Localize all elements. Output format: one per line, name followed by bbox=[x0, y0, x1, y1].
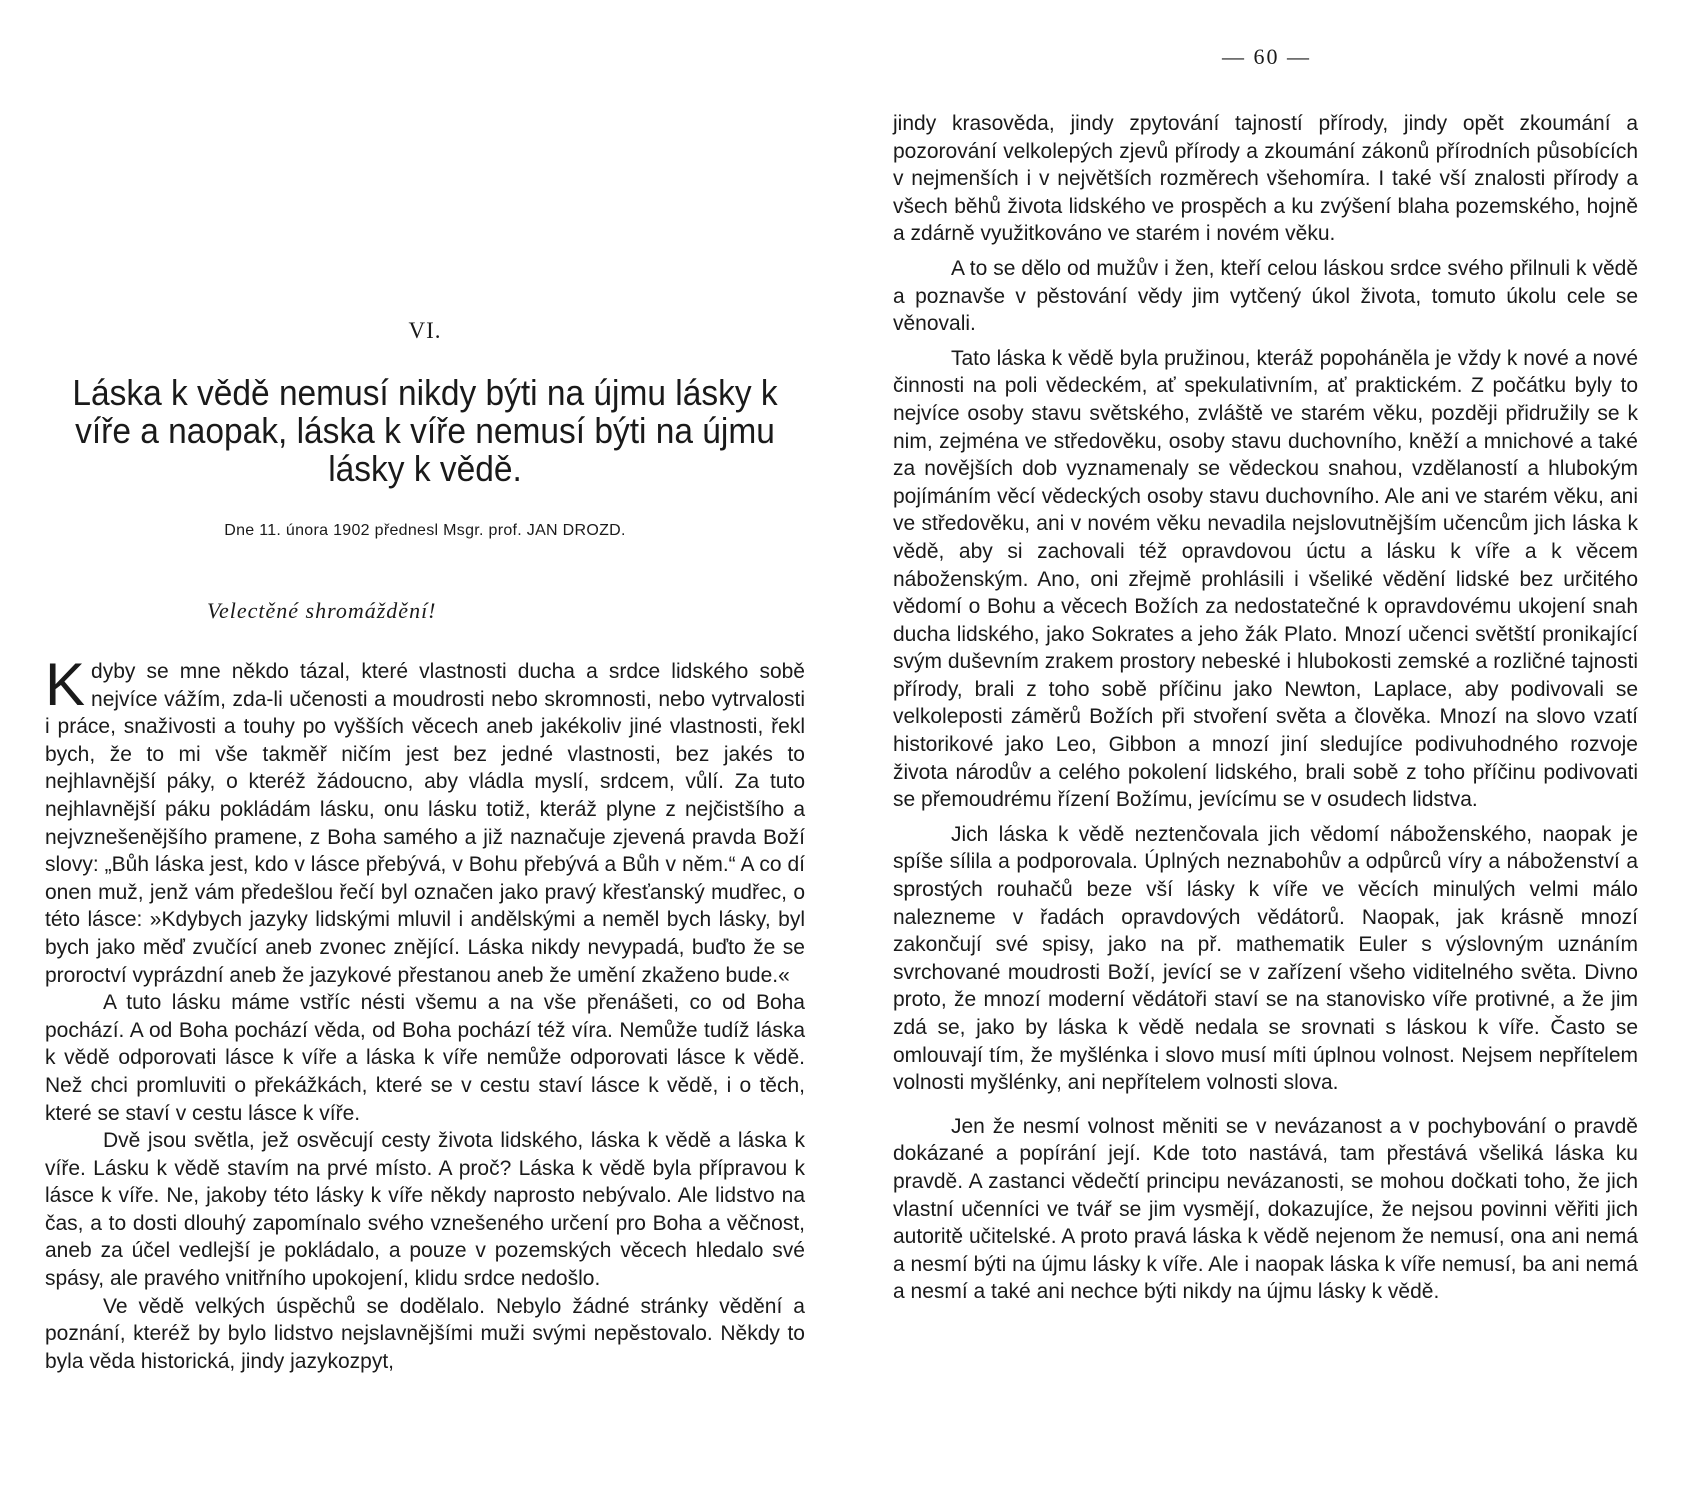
paragraph bbox=[45, 651, 805, 989]
chapter-title: Láska k vědě nemusí nikdy býti na újmu lásky k víře a naopak, láska k víře nemusí býti na újmu lásky k vědě. bbox=[72, 372, 778, 489]
drop-cap: K bbox=[45, 651, 86, 718]
chapter-number: VI. bbox=[408, 318, 442, 343]
paragraph: A tuto lásku máme vstříc nésti všemu a na vše přenášeti, co od Boha pochází. A od Boha pochází věda, od Boha pochází též víra. Nemůže tudíž láska k vědě odporovati lásce k víře a láska k víře nemůže odporovati lásce k vědě. Než chci promluviti o překážkách, které se v cestu staví lásce k vědě, i o těch, které se staví v cestu lásce k víře. bbox=[45, 991, 805, 1125]
paragraph: Jich láska k vědě neztenčovala jich vědomí náboženského, naopak je spíše sílila a podporovala. Úplných neznabohův a odpůrců víry a náboženství a sprostých rouhačů beze vší lásky k víře ve věcích minulých velmi málo nalezneme v řadách opravdových vědátorů. Naopak, jak krásně mnozí zakončují své spisy, jako na př. mathematik Euler s výslovným uznáním svrchované moudrosti Boží, jevící se v zařízení všeho viditelného světa. Divno proto, že mnozí moderní vědátoři staví se na stanovisko víře protivné, a že jim zdá se, jako by láska k vědě nedala se srovnati s láskou k víře. Často se omlouvají tím, že myšlénka i slovo musí míti úplnou volnost. Nejsem nepřítelem volnosti myšlénky, ani nepřítelem volnosti slova. bbox=[893, 822, 1638, 1095]
paragraph: Dvě jsou světla, jež osvěcují cesty života lidského, láska k vědě a láska k víře. Lásku k vědě stavím na prvé místo. A proč? Láska k vědě byla přípravou k lásce k víře. Ne, jakoby této lásky k víře někdy naprosto nebývalo. Ale lidstvo na čas, a to dosti dlouhý zapomínalo svého vznešeného určení pro Boha a věčnost, aneb za účel vedlejší je pokládalo, a pouze v pozemských věcech hledalo své spásy, ale pravého vnitřního upokojení, klidu srdce nedošlo. bbox=[45, 1129, 805, 1291]
paragraph: jindy krasověda, jindy zpytování tajností přírody, jindy opět zkoumání a pozorování velkolepých zjevů přírody a zkoumání zákonů přírodních působících v nejmenších i v největších rozměrech všehomíra. I také vší znalosti přírody a všech běhů života lidského ve prospěch a ku zvýšení blaha pozemského, hojně a zdárně využitkováno ve starém i novém věku. bbox=[893, 112, 1638, 246]
byline: Dne 11. února 1902 přednesl Msgr. prof. JAN DROZD. bbox=[224, 522, 626, 539]
right-column bbox=[893, 110, 1638, 1306]
paragraph: A to se dělo od mužův i žen, kteří celou láskou srdce svého přilnuli k vědě a poznavše v pěstování vědy jim vytčený úkol života, tomuto úkolu cele se věnovali. bbox=[893, 256, 1638, 336]
paragraph: Tato láska k vědě byla pružinou, kteráž popoháněla je vždy k nové a nové činnosti na poli vědeckém, ať spekulativním, ať praktickém. Z počátku byly to nejvíce osoby stavu světského, zvláště ve starém věku, později přidružily se k nim, zejména ve středověku, osoby stavu duchovního, kněží a mnichové a také za novějších dob vyznamenaly se vědeckou snahou, vzdělaností a hlubokým pojímáním věcí vědeckých osoby stavu duchovního. Ale ani ve starém věku, ani ve středověku, ani v novém věku nevadila nejslovutnějším učencům jich láska k vědě, aby si zachovali též opravdovou úctu a lásku k víře a k věcem náboženským. Ano, oni zřejmě prohlásili i všeliké vědění lidské bez určitého vědomí o Bohu a věcech Božích za nedostatečné k opravdovému ukojení snah ducha lidského, jako Sokrates a jeho žák Plato. Mnozí učenci světští pronikající svým duševním zrakem prostory nebeské i hlubokosti zemské a rozličné tajnosti přírody, brali z toho sobě příčinu jako Newton, Laplace, aby podivovali se velkoleposti záměrů Božích při stvoření světa a člověka. Mnozí na slovo vzatí historikové jako Leo, Gibbon a mnozí jiní sledujíce podivuhodného rozvoje života národův a celého pokolení lidského, brali sobě z toho příčinu podivovati se přemoudrému řízení Božímu, jevícímu se v osudech lidstva. bbox=[893, 346, 1638, 812]
paragraph-text: dyby se mne někdo tázal, které vlastnosti ducha a srdce lidského sobě nejvíce vážím, zda-li učenosti a moudrosti nebo skromnosti, nebo vytrvalosti i práce, snaživosti a touhy po vyšších věcech aneb jakékoliv jiné vlastnosti, řekl bych, že to mi vše takměř ničím jest bez jedné vlastnosti, bez jakés to nejhlavnější páky, o kteréž žádoucno, aby vládla myslí, srdcem, vůlí. Za tuto nejhlavnější páku pokládám lásku, onu lásku totiž, kteráž plyne z nejčistšího a nejvznešenějšího pramene, z Boha samého a již naznačuje zjevená pravda Boží slovy: „Bůh láska jest, kdo v lásce přebývá, v Bohu přebývá a Bůh v něm.“ A co dí onen muž, jenž vám předešlou řečí byl označen jako pravý křesťanský mudřec, o této lásce: »Kdybych jazyky lidskými mluvil i andělskými a neměl bych lásky, byl bych jako měď zvučící aneb zvonec znějící. Láska nikdy nevypadá, buďto že se proroctví vyprázdní aneb že jazykové přestanou aneb že umění zkaženo bude.« bbox=[45, 660, 805, 987]
left-column bbox=[45, 318, 805, 1375]
paragraph: Ve vědě velkých úspěchů se dodělalo. Nebylo žádné stránky vědění a poznání, kteréž by bylo lidstvo nejslavnějšími muži svými nepěstovalo. Někdy to byla věda historická, jindy jazykozpyt, bbox=[45, 1294, 805, 1373]
page-number: — 60 — bbox=[1222, 44, 1311, 69]
paragraph: Jen že nesmí volnost měniti se v nevázanost a v pochybování o pravdě dokázané a popírání její. Kde toto nastává, tam přestává všeliká láska ku pravdě. A zastanci vědečtí principu nevázanosti, se mohou dočkati toho, že jich vlastní učenníci ve tvář se jim vysmějí, dokazujíce, že nejsou povinni věřiti jich autoritě učitelské. A proto pravá láska k vědě nejenom že nemusí, ona ani nemá a nesmí býti na újmu lásky k víře. Ale i naopak láska k víře nemusí, ba ani nemá a nesmí a také ani nechce býti nikdy na újmu lásky k vědě. bbox=[893, 1114, 1638, 1304]
salutation: Velectěné shromáždění! bbox=[207, 598, 437, 623]
